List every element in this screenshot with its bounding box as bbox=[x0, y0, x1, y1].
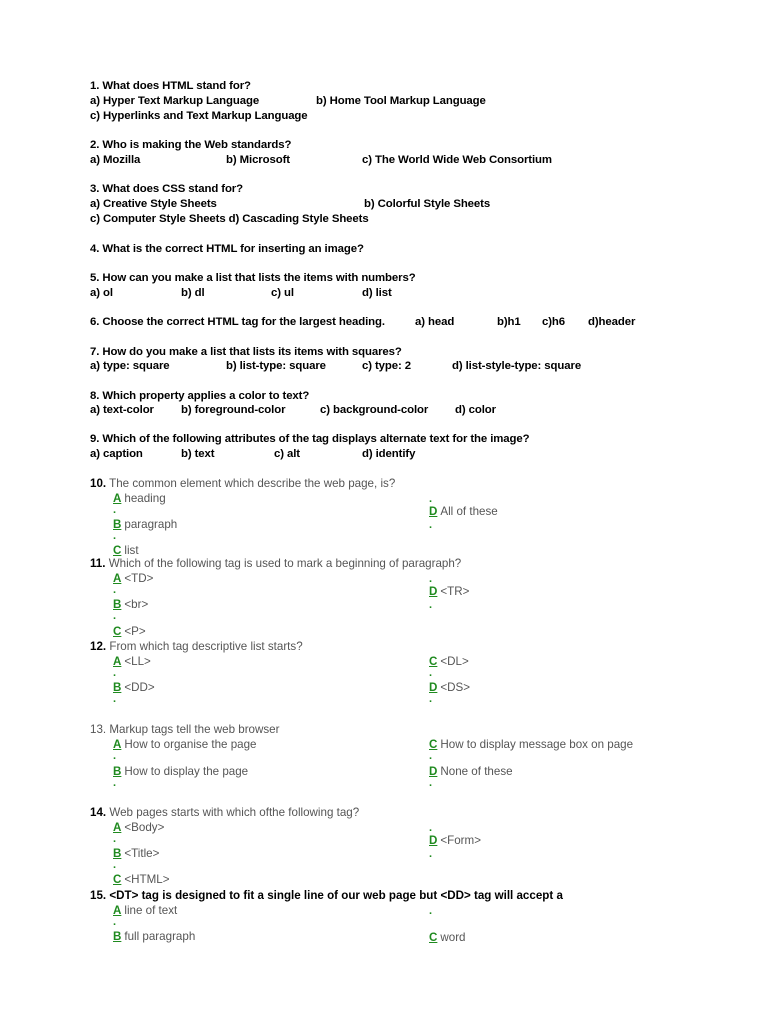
option-letter: B bbox=[113, 598, 122, 611]
q7-option-d: d) list-style-type: square bbox=[452, 360, 582, 372]
option-dot: . bbox=[113, 833, 117, 845]
option-letter: A bbox=[113, 904, 122, 917]
option-letter: A bbox=[113, 738, 122, 751]
q3-question: 3. What does CSS stand for? bbox=[90, 183, 243, 195]
option-letter: D bbox=[429, 681, 438, 694]
q5-option-b: b) dl bbox=[181, 287, 205, 299]
option-dot: . bbox=[113, 584, 117, 596]
q15-question bbox=[90, 889, 563, 903]
option-dot: . bbox=[429, 750, 433, 762]
q10-question bbox=[90, 477, 395, 491]
option-letter: A bbox=[113, 492, 122, 505]
q8-option-c: c) background-color bbox=[320, 404, 429, 416]
q9-option-c: c) alt bbox=[274, 448, 300, 460]
option-text: <Body> bbox=[124, 821, 165, 834]
option-text: How to organise the page bbox=[124, 738, 257, 751]
option-letter: B bbox=[113, 847, 122, 860]
q2-option-c: c) The World Wide Web Consortium bbox=[362, 154, 552, 166]
q15-option-c bbox=[429, 930, 466, 945]
q3-option-cd: c) Computer Style Sheets d) Cascading Style Sheets bbox=[90, 213, 369, 225]
option-text: None of these bbox=[440, 765, 513, 778]
q1-question: 1. What does HTML stand for? bbox=[90, 80, 251, 92]
option-letter: C bbox=[113, 544, 122, 557]
q13-question bbox=[90, 723, 279, 737]
q14-option-a bbox=[113, 820, 164, 835]
q12-question bbox=[90, 640, 303, 654]
option-dot: . bbox=[113, 916, 117, 928]
q11-number: 11. bbox=[90, 557, 106, 570]
q6-option-d: d)header bbox=[588, 316, 636, 328]
q14-text: Web pages starts with which ofthe following tag? bbox=[109, 806, 360, 819]
q13-option-c bbox=[429, 737, 633, 752]
q13-option-b bbox=[113, 764, 248, 779]
option-dot: . bbox=[429, 667, 433, 679]
q6-question: 6. Choose the correct HTML tag for the largest heading. bbox=[90, 316, 385, 328]
q1-option-a: a) Hyper Text Markup Language bbox=[90, 95, 260, 107]
option-text: <Title> bbox=[124, 847, 160, 860]
q11-option-c bbox=[113, 624, 146, 639]
option-text: <DD> bbox=[124, 681, 155, 694]
option-dot: . bbox=[113, 530, 117, 542]
q6-option-c: c)h6 bbox=[542, 316, 566, 328]
q1-option-b: b) Home Tool Markup Language bbox=[316, 95, 486, 107]
option-text: <TD> bbox=[124, 572, 154, 585]
option-dot: . bbox=[113, 859, 117, 871]
option-text: <P> bbox=[124, 625, 146, 638]
q13-option-a bbox=[113, 737, 257, 752]
q14-option-d bbox=[429, 833, 481, 848]
q13-text: Markup tags tell the web browser bbox=[109, 723, 280, 736]
option-text: <DL> bbox=[440, 655, 469, 668]
q10-number: 10. bbox=[90, 477, 107, 490]
option-text: How to display message box on page bbox=[440, 738, 634, 751]
option-letter: D bbox=[429, 505, 438, 518]
option-letter: C bbox=[113, 625, 122, 638]
option-text: How to display the page bbox=[124, 765, 249, 778]
option-text: All of these bbox=[440, 505, 498, 518]
q4-question: 4. What is the correct HTML for inserting an image? bbox=[90, 243, 364, 255]
q8-option-b: b) foreground-color bbox=[181, 404, 286, 416]
option-dot: . bbox=[113, 693, 117, 705]
option-text: paragraph bbox=[124, 518, 178, 531]
option-text: word bbox=[440, 931, 466, 944]
q11-option-b bbox=[113, 597, 148, 612]
q12-number: 12. bbox=[90, 640, 107, 653]
q8-question: 8. Which property applies a color to text? bbox=[90, 390, 310, 402]
q3-option-b: b) Colorful Style Sheets bbox=[364, 198, 491, 210]
option-dot: . bbox=[429, 693, 433, 705]
q8-option-a: a) text-color bbox=[90, 404, 154, 416]
option-dot: . bbox=[429, 777, 433, 789]
q9-question: 9. Which of the following attributes of the tag displays alternate text for the image? bbox=[90, 433, 530, 445]
option-letter: D bbox=[429, 765, 438, 778]
q15-text: <DT> tag is designed to fit a single line of our web page but <DD> tag will accept a bbox=[109, 889, 563, 902]
option-text: <LL> bbox=[124, 655, 151, 668]
q9-option-d: d) identify bbox=[362, 448, 416, 460]
option-dot: . bbox=[429, 493, 433, 505]
q12-option-c bbox=[429, 654, 469, 669]
q7-question: 7. How do you make a list that lists its items with squares? bbox=[90, 346, 402, 358]
option-dot: . bbox=[113, 610, 117, 622]
q11-option-d bbox=[429, 584, 469, 599]
option-letter: D bbox=[429, 585, 438, 598]
option-dot: . bbox=[429, 848, 433, 860]
q3-option-a: a) Creative Style Sheets bbox=[90, 198, 217, 210]
q12-option-b bbox=[113, 680, 155, 695]
q14-option-b bbox=[113, 846, 159, 861]
q2-option-a: a) Mozilla bbox=[90, 154, 141, 166]
option-text: <HTML> bbox=[124, 873, 170, 886]
q12-option-d bbox=[429, 680, 470, 695]
q10-option-d bbox=[429, 504, 498, 519]
option-text: list bbox=[124, 544, 139, 557]
q9-option-a: a) caption bbox=[90, 448, 143, 460]
option-letter: A bbox=[113, 655, 122, 668]
option-text: <TR> bbox=[440, 585, 470, 598]
option-text: <Form> bbox=[440, 834, 481, 847]
q11-text: Which of the following tag is used to mark a beginning of paragraph? bbox=[108, 557, 462, 570]
option-letter: C bbox=[113, 873, 122, 886]
q10-option-b bbox=[113, 517, 177, 532]
q7-option-c: c) type: 2 bbox=[362, 360, 412, 372]
option-text: line of text bbox=[124, 904, 178, 917]
option-letter: B bbox=[113, 930, 122, 943]
option-letter: C bbox=[429, 931, 438, 944]
q15-option-b bbox=[113, 929, 195, 944]
option-dot: . bbox=[113, 777, 117, 789]
q6-option-b: b)h1 bbox=[497, 316, 521, 328]
q7-option-b: b) list-type: square bbox=[226, 360, 326, 372]
option-letter: C bbox=[429, 738, 438, 751]
q2-question: 2. Who is making the Web standards? bbox=[90, 139, 292, 151]
option-text: heading bbox=[124, 492, 166, 505]
q10-option-c bbox=[113, 543, 139, 558]
option-dot: . bbox=[113, 750, 117, 762]
q15-number: 15. bbox=[90, 889, 107, 902]
q6-option-a: a) head bbox=[415, 316, 455, 328]
q8-option-d: d) color bbox=[455, 404, 496, 416]
q5-question: 5. How can you make a list that lists the items with numbers? bbox=[90, 272, 416, 284]
option-dot: . bbox=[429, 599, 433, 611]
q5-option-c: c) ul bbox=[271, 287, 294, 299]
q14-option-c bbox=[113, 872, 169, 887]
q10-text: The common element which describe the web page, is? bbox=[109, 477, 396, 490]
q15-option-a bbox=[113, 903, 177, 918]
q11-question bbox=[90, 557, 461, 571]
option-letter: C bbox=[429, 655, 438, 668]
q11-option-a bbox=[113, 571, 153, 586]
option-letter: D bbox=[429, 834, 438, 847]
option-text: <DS> bbox=[440, 681, 471, 694]
option-letter: B bbox=[113, 681, 122, 694]
option-dot: . bbox=[113, 504, 117, 516]
q9-option-b: b) text bbox=[181, 448, 215, 460]
q12-option-a bbox=[113, 654, 151, 669]
option-text: full paragraph bbox=[124, 930, 196, 943]
q14-question bbox=[90, 806, 359, 820]
q14-number: 14. bbox=[90, 806, 107, 819]
option-letter: A bbox=[113, 821, 122, 834]
option-dot: . bbox=[429, 573, 433, 585]
q13-number: 13. bbox=[90, 723, 107, 736]
option-letter: B bbox=[113, 765, 122, 778]
option-text: <br> bbox=[124, 598, 149, 611]
q10-option-a bbox=[113, 491, 166, 506]
q5-option-d: d) list bbox=[362, 287, 392, 299]
q1-option-c: c) Hyperlinks and Text Markup Language bbox=[90, 110, 308, 122]
option-dot: . bbox=[429, 905, 433, 917]
q2-option-b: b) Microsoft bbox=[226, 154, 290, 166]
q5-option-a: a) ol bbox=[90, 287, 113, 299]
q12-text: From which tag descriptive list starts? bbox=[109, 640, 303, 653]
option-dot: . bbox=[113, 667, 117, 679]
q13-option-d bbox=[429, 764, 513, 779]
option-dot: . bbox=[429, 822, 433, 834]
option-letter: A bbox=[113, 572, 122, 585]
q7-option-a: a) type: square bbox=[90, 360, 170, 372]
option-letter: B bbox=[113, 518, 122, 531]
option-dot: . bbox=[429, 519, 433, 531]
